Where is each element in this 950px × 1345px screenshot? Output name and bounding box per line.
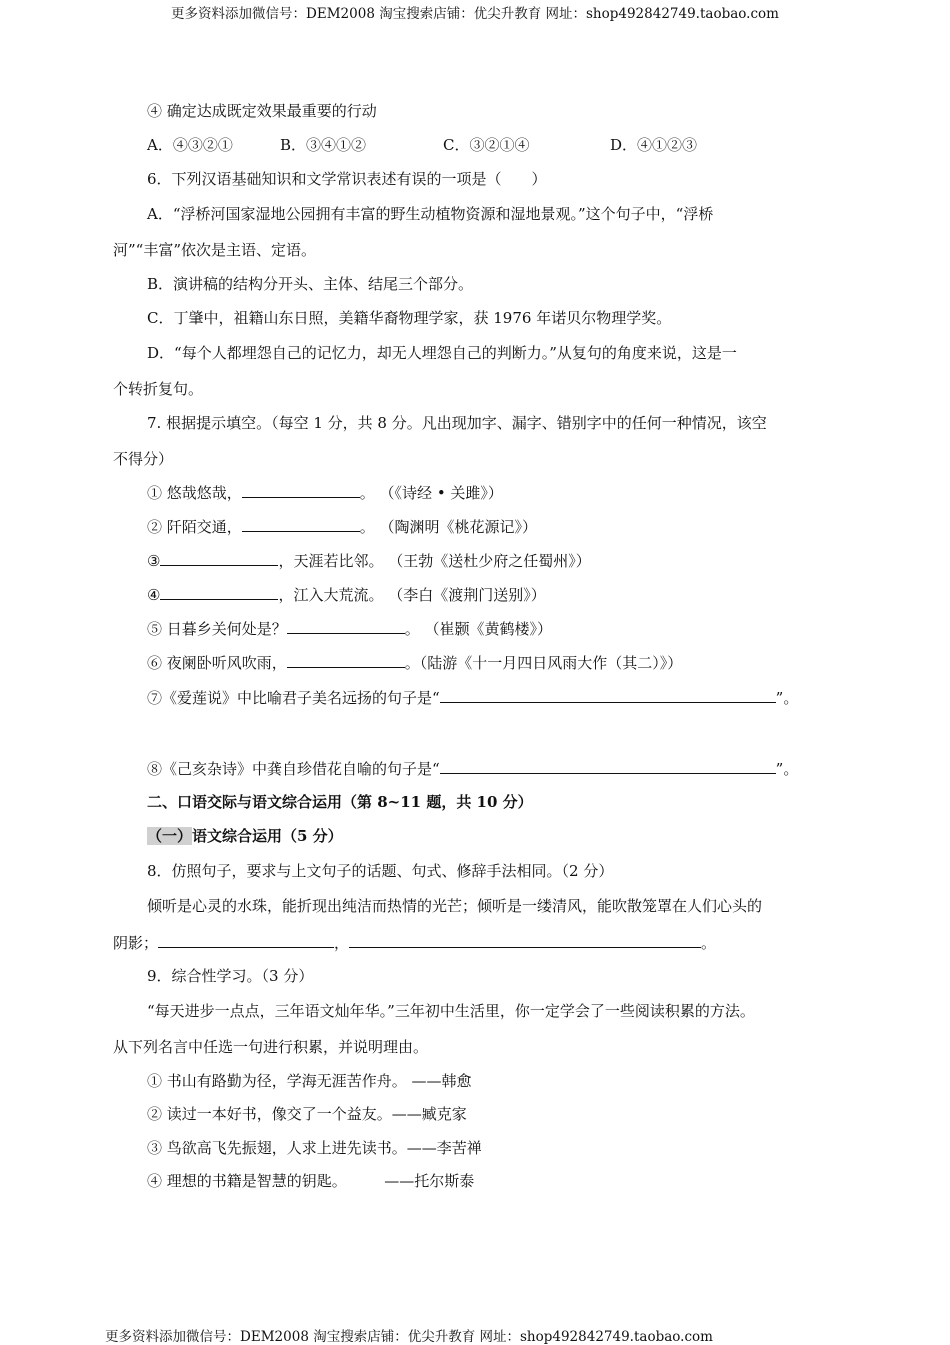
q7-item-5-blank[interactable] xyxy=(287,619,405,634)
q9-text-line2: 从下列名言中任选一句进行积累，并说明理由。 xyxy=(113,1038,429,1056)
section-2-subtitle-number: （一） xyxy=(147,827,193,845)
q6-option-b: B．演讲稿的结构分开头、主体、结尾三个部分。 xyxy=(147,275,474,293)
q5-option-d: D．④①②③ xyxy=(610,136,698,154)
q7-item-6-text: ⑥ 夜阑卧听风吹雨， xyxy=(147,654,287,672)
q8-text-line1: 倾听是心灵的水珠，能折现出纯洁而热情的光芒；倾听是一缕清风，能吹散笼罩在人们心头的 xyxy=(147,897,763,915)
q6-option-d-line2: 个转折复句。 xyxy=(113,380,204,398)
q5-option-a: A．④③②① xyxy=(147,136,233,154)
q6-option-a-line1: A．“浮桥河国家湿地公园拥有丰富的野生动植物资源和湿地景观。”这个句子中，“浮桥 xyxy=(147,205,714,223)
q7-item-6 xyxy=(147,653,682,673)
q9-quote-1: ① 书山有路勤为径，学海无涯苦作舟。 ——韩愈 xyxy=(147,1072,472,1090)
q7-item-1 xyxy=(147,483,503,503)
q7-item-3 xyxy=(147,551,591,571)
q7-item-7-end: ”。 xyxy=(775,689,799,707)
q8-text-comma: ， xyxy=(334,934,350,952)
section-2-subtitle xyxy=(147,826,343,846)
q9-text-line1: “每天进步一点点，三年语文灿年华。”三年初中生活里，你一定学会了一些阅读积累的方法。 xyxy=(147,1002,755,1020)
q7-item-2-blank[interactable] xyxy=(242,517,360,532)
q7-item-6-blank[interactable] xyxy=(287,653,405,668)
q8-blank-1[interactable] xyxy=(158,933,334,948)
q7-item-3-num: ③ xyxy=(147,552,161,570)
q7-item-2-text: ② 阡陌交通， xyxy=(147,518,242,536)
q7-item-4-blank[interactable] xyxy=(160,585,278,600)
q6-option-c: C．丁肇中，祖籍山东日照，美籍华裔物理学家，获 1976 年诺贝尔物理学奖。 xyxy=(147,309,672,327)
q7-item-8-text: ⑧《己亥杂诗》中龚自珍借花自喻的句子是“ xyxy=(147,760,440,778)
q7-item-8 xyxy=(147,759,798,779)
q7-item-5 xyxy=(147,619,552,639)
section-2-subtitle-text: 语文综合运用（5 分） xyxy=(192,827,343,845)
page-header: 更多资料添加微信号：DEM2008 淘宝搜索店铺：优尖升教育 网址：shop492842749.taobao.com xyxy=(171,6,779,22)
q9-stem: 9．综合性学习。（3 分） xyxy=(147,967,314,985)
q7-item-8-blank[interactable] xyxy=(440,759,776,774)
q7-item-1-text: ① 悠哉悠哉， xyxy=(147,484,242,502)
section-2-title: 二、口语交际与语文综合运用（第 8~11 题，共 10 分） xyxy=(147,793,533,811)
q7-item-3-blank[interactable] xyxy=(160,551,278,566)
page-footer: 更多资料添加微信号：DEM2008 淘宝搜索店铺：优尖升教育 网址：shop492842749.taobao.com xyxy=(105,1329,713,1345)
q7-item-1-source: 。 （《诗经 • 关雎》） xyxy=(359,484,503,502)
q7-item-5-text: ⑤ 日暮乡关何处是？ xyxy=(147,620,287,638)
q7-item-4-text: ，江入大荒流。 （李白《渡荆门送别》） xyxy=(278,586,546,604)
q7-item-7 xyxy=(147,688,798,708)
q8-text-end: 。 xyxy=(701,934,717,952)
q8-stem: 8．仿照句子，要求与上文句子的话题、句式、修辞手法相同。（2 分） xyxy=(147,862,614,880)
q7-stem-line2: 不得分） xyxy=(113,450,174,468)
q7-item-8-end: ”。 xyxy=(775,760,799,778)
q7-stem-line1: 7. 根据提示填空。（每空 1 分，共 8 分。凡出现加字、漏字、错别字中的任何一种情况，该空 xyxy=(147,414,767,432)
q6-option-a-line2: 河”“丰富”依次是主语、定语。 xyxy=(113,241,317,259)
q5-item-4: ④ 确定达成既定效果最重要的行动 xyxy=(147,102,377,120)
q7-item-6-source: 。（陆游《十一月四日风雨大作（其二）》） xyxy=(404,654,683,672)
q6-option-d-line1: D．“每个人都埋怨自己的记忆力，却无人埋怨自己的判断力。”从复句的角度来说，这是一 xyxy=(147,344,737,362)
q8-blank-2[interactable] xyxy=(349,933,701,948)
q9-quote-2: ② 读过一本好书，像交了一个益友。——臧克家 xyxy=(147,1105,467,1123)
q7-item-2-source: 。 （陶渊明《桃花源记》） xyxy=(359,518,538,536)
q7-item-7-text: ⑦《爱莲说》中比喻君子美名远扬的句子是“ xyxy=(147,689,440,707)
q7-item-4-num: ④ xyxy=(147,586,161,604)
q7-item-4 xyxy=(147,585,546,605)
q7-item-7-blank[interactable] xyxy=(440,688,776,703)
q5-options xyxy=(147,135,847,155)
q7-item-5-source: 。 （崔颢《黄鹤楼》） xyxy=(404,620,553,638)
q7-item-1-blank[interactable] xyxy=(242,483,360,498)
q9-quote-3: ③ 鸟欲高飞先振翅，人求上进先读书。——李苦禅 xyxy=(147,1139,482,1157)
q9-quote-4: ④ 理想的书籍是智慧的钥匙。 ——托尔斯泰 xyxy=(147,1172,475,1190)
q5-option-b: B．③④①② xyxy=(280,136,367,154)
q8-text-line2 xyxy=(113,933,716,953)
q7-item-2 xyxy=(147,517,537,537)
q7-item-3-text: ，天涯若比邻。 （王勃《送杜少府之任蜀州》） xyxy=(278,552,591,570)
q6-stem: 6．下列汉语基础知识和文学常识表述有误的一项是（ ） xyxy=(147,170,547,188)
q5-option-c: C．③②①④ xyxy=(443,136,530,154)
q8-text-prefix: 阴影； xyxy=(113,934,159,952)
